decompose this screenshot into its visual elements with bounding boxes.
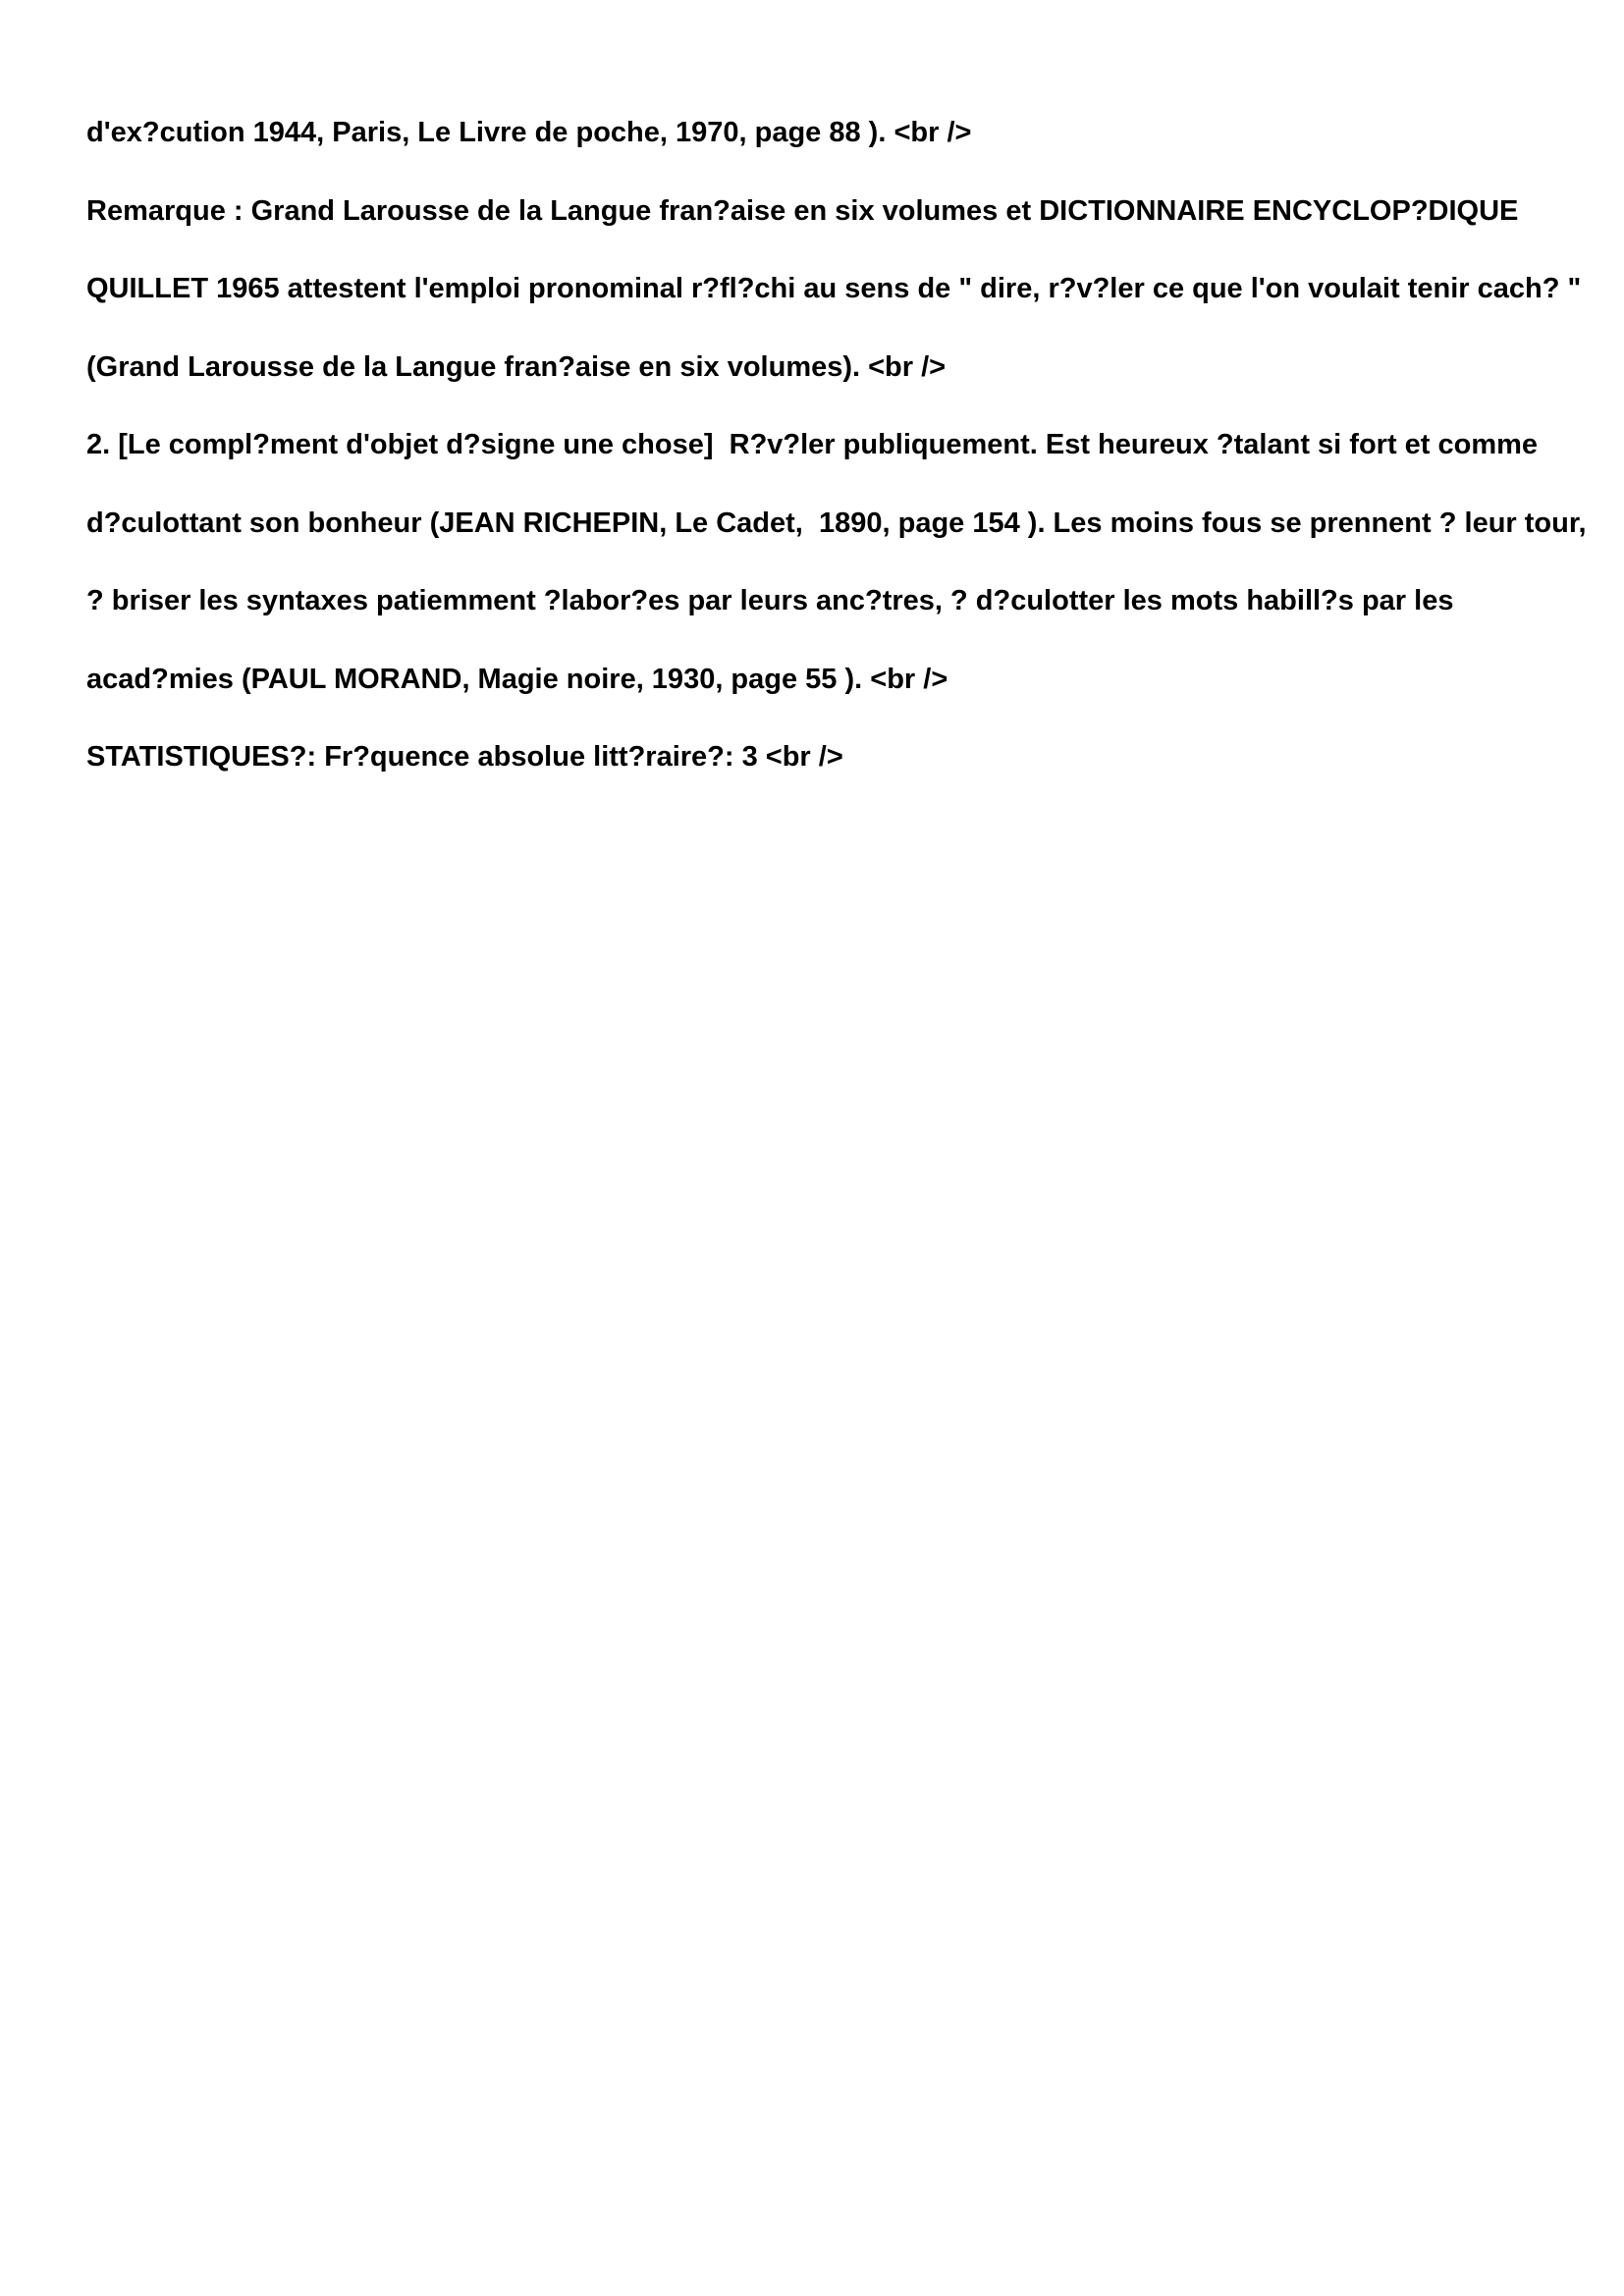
text-line-1: d'ex?cution 1944, Paris, Le Livre de poche, 1970, page 88 ). <br />	[86, 117, 972, 148]
text-line-9: STATISTIQUES?: Fr?quence absolue litt?raire?: 3 <br />	[86, 741, 843, 773]
text-line-3: QUILLET 1965 attestent l'emploi pronominal r?fl?chi au sens de " dire, r?v?ler ce que l'on voulait tenir cach? "	[86, 273, 1582, 304]
text-line-2: Remarque : Grand Larousse de la Langue fran?aise en six volumes et DICTIONNAIRE ENCYCLOP?DIQUE	[86, 194, 1519, 227]
document-text	[86, 94, 1587, 797]
text-line-6: d?culottant son bonheur (JEAN RICHEPIN, Le Cadet, 1890, page 154 ). Les moins fous se prennent ? leur tour,	[86, 507, 1587, 539]
text-line-7: ? briser les syntaxes patiemment ?labor?es par leurs anc?tres, ? d?culotter les mots habill?s par les	[86, 585, 1454, 616]
text-line-8: acad?mies (PAUL MORAND, Magie noire, 1930, page 55 ). <br />	[86, 663, 948, 695]
text-line-5: 2. [Le compl?ment d'objet d?signe une chose] R?v?ler publiquement. Est heureux ?talant si fort et comme	[86, 429, 1539, 460]
text-line-4: (Grand Larousse de la Langue fran?aise en six volumes). <br />	[86, 350, 947, 383]
